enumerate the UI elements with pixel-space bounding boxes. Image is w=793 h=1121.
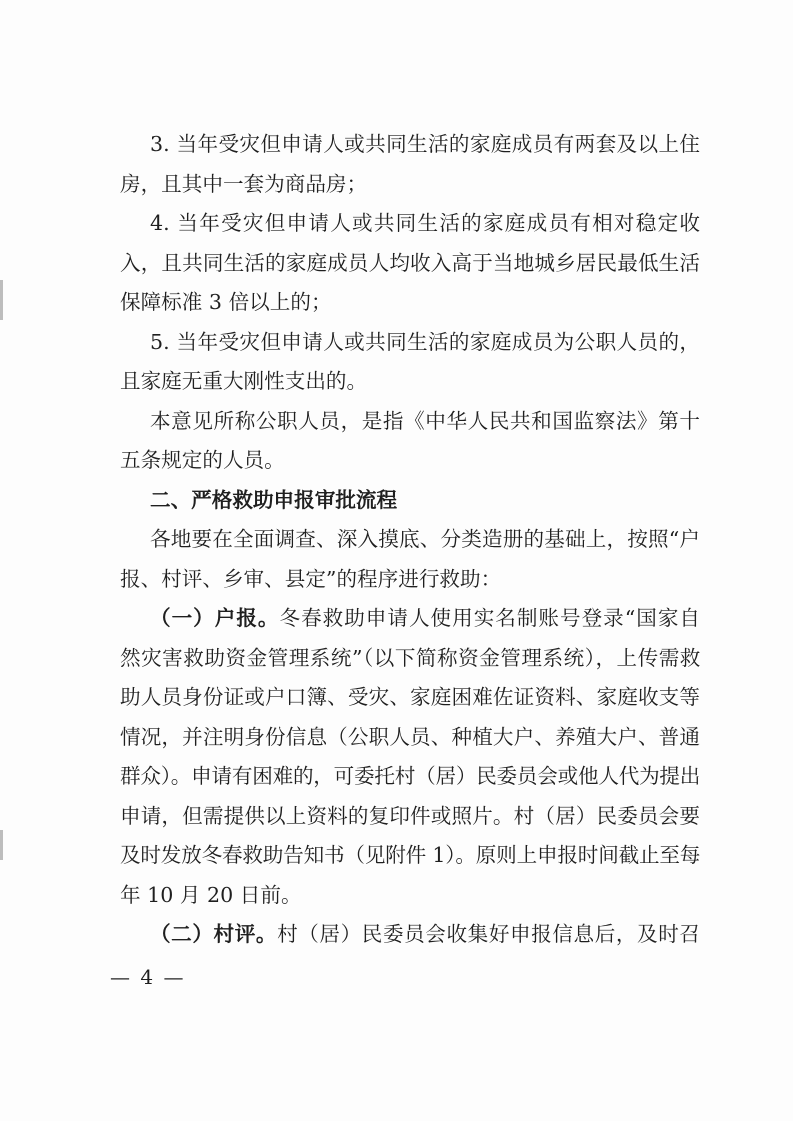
sub-heading-village-review: （二）村评。 <box>150 922 278 946</box>
paragraph-line: 4. 当年受灾但申请人或共同生活的家庭成员有相对稳定收 <box>150 211 700 235</box>
paragraph-line: 保障标准 3 倍以上的； <box>120 290 332 314</box>
paragraph-line: 及时发放冬春救助告知书（见附件 1）。原则上申报时间截止至每 <box>120 843 700 867</box>
scan-edge-mark <box>0 830 3 860</box>
scan-edge-mark <box>0 280 3 320</box>
paragraph-line: 各地要在全面调查、深入摸底、分类造册的基础上，按照“户 <box>150 527 700 551</box>
paragraph-line <box>120 918 700 950</box>
paragraph-line: 入，且共同生活的家庭成员人均收入高于当地城乡居民最低生活 <box>120 251 700 275</box>
paragraph-text: 村（居）民委员会收集好申报信息后，及时召 <box>277 922 700 946</box>
paragraph-line: 助人员身份证或户口簿、受灾、家庭困难佐证资料、家庭收支等 <box>120 685 700 709</box>
paragraph-text: 冬春救助申请人使用实名制账号登录“国家自 <box>279 606 700 630</box>
sub-heading-household-report: （一）户报。 <box>150 606 280 630</box>
page-number: — 4 — <box>110 965 186 989</box>
paragraph-line <box>120 602 700 634</box>
paragraph-line: 年 10 月 20 日前。 <box>120 883 302 907</box>
paragraph-line: 情况，并注明身份信息（公职人员、种植大户、养殖大户、普通 <box>120 725 700 749</box>
paragraph-line: 房，且其中一套为商品房； <box>120 172 368 196</box>
section-heading: 二、严格救助申报审批流程 <box>150 488 398 512</box>
paragraph-line: 群众）。申请有困难的，可委托村（居）民委员会或他人代为提出 <box>120 764 700 788</box>
paragraph-line: 然灾害救助资金管理系统”（以下简称资金管理系统），上传需救 <box>120 646 700 670</box>
paragraph-line: 申请，但需提供以上资料的复印件或照片。村（居）民委员会要 <box>120 804 700 828</box>
paragraph-line: 且家庭无重大刚性支出的。 <box>120 369 368 393</box>
paragraph-line: 五条规定的人员。 <box>120 448 285 472</box>
paragraph-line: 5. 当年受灾但申请人或共同生活的家庭成员为公职人员的， <box>150 330 700 354</box>
paragraph-line: 3. 当年受灾但申请人或共同生活的家庭成员有两套及以上住 <box>150 132 700 156</box>
paragraph-line: 报、村评、乡审、县定”的程序进行救助： <box>120 567 502 591</box>
paragraph-line: 本意见所称公职人员，是指《中华人民共和国监察法》第十 <box>150 409 700 433</box>
